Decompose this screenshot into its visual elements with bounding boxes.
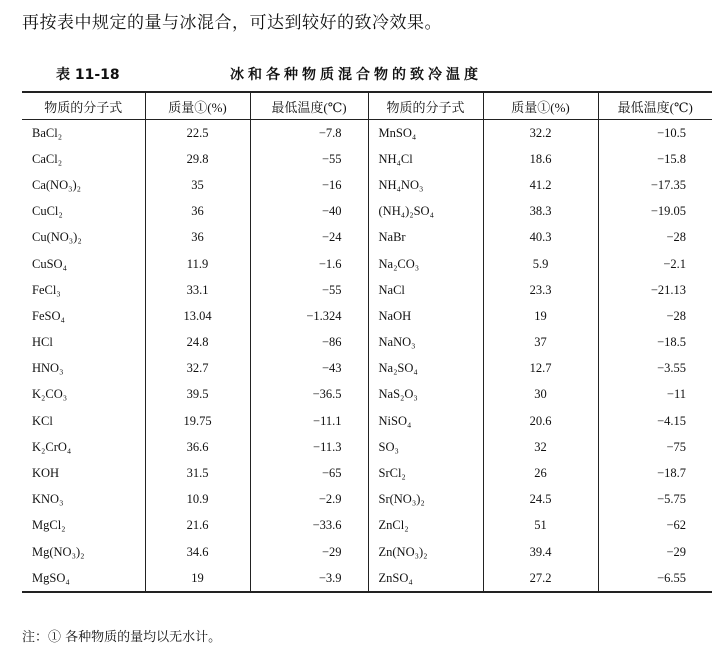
min-temp-cell: −24 xyxy=(250,225,368,251)
table-row xyxy=(22,120,712,147)
table-row xyxy=(22,303,712,329)
min-temp-cell: −10.5 xyxy=(598,120,712,147)
table-row xyxy=(22,487,712,513)
formula-cell: HCl xyxy=(32,335,53,350)
mass-cell: 19 xyxy=(483,303,598,329)
mass-cell: 11.9 xyxy=(145,251,250,277)
table-row xyxy=(22,539,712,565)
table-body xyxy=(22,120,712,593)
formula-cell: Na₂SO₄ xyxy=(368,356,483,382)
min-temp-cell: −40 xyxy=(250,199,368,225)
table-row xyxy=(22,460,712,486)
table-row xyxy=(22,277,712,303)
table-title: 冰和各种物质混合物的致冷温度 xyxy=(230,67,482,83)
min-temp-cell: −11 xyxy=(598,382,712,408)
footnote: 注：① 各种物质的量均以无水计。 xyxy=(22,630,222,645)
header-mass-right: 质量①(%) xyxy=(483,92,598,120)
formula-cell: BaCl₂ xyxy=(32,125,63,140)
mass-cell: 19.75 xyxy=(145,408,250,434)
mass-cell: 36 xyxy=(145,199,250,225)
min-temp-cell: −29 xyxy=(250,539,368,565)
mass-cell: 32.2 xyxy=(483,120,598,147)
min-temp-cell: −17.35 xyxy=(598,172,712,198)
min-temp-cell: −21.13 xyxy=(598,277,712,303)
table-row xyxy=(22,565,712,592)
formula-cell: (NH₄)₂SO₄ xyxy=(368,199,483,225)
formula-cell: NaOH xyxy=(368,303,483,329)
table-row xyxy=(22,356,712,382)
min-temp-cell: −19.05 xyxy=(598,199,712,225)
table-row xyxy=(22,330,712,356)
table-row xyxy=(22,434,712,460)
min-temp-cell: −15.8 xyxy=(598,146,712,172)
table-row xyxy=(22,172,712,198)
mass-cell: 40.3 xyxy=(483,225,598,251)
mass-cell: 29.8 xyxy=(145,146,250,172)
formula-cell: MnSO₄ xyxy=(368,120,483,147)
min-temp-cell: −5.75 xyxy=(598,487,712,513)
mass-cell: 24.5 xyxy=(483,487,598,513)
min-temp-cell: −36.5 xyxy=(250,382,368,408)
formula-cell: CuCl₂ xyxy=(32,204,63,219)
mass-cell: 10.9 xyxy=(145,487,250,513)
mass-cell: 37 xyxy=(483,330,598,356)
header-formula-left: 物质的分子式 xyxy=(22,92,145,120)
cooling-temperature-table xyxy=(22,91,712,593)
formula-cell: MgSO₄ xyxy=(32,570,70,585)
formula-cell: NaCl xyxy=(368,277,483,303)
formula-cell: Na₂CO₃ xyxy=(368,251,483,277)
min-temp-cell: −55 xyxy=(250,146,368,172)
formula-cell: K₂CO₃ xyxy=(32,387,68,402)
mass-cell: 5.9 xyxy=(483,251,598,277)
table-header-row xyxy=(22,92,712,120)
min-temp-cell: −18.7 xyxy=(598,460,712,486)
mass-cell: 38.3 xyxy=(483,199,598,225)
mass-cell: 24.8 xyxy=(145,330,250,356)
mass-cell: 34.6 xyxy=(145,539,250,565)
formula-cell: Mg(NO₃)₂ xyxy=(32,544,85,559)
mass-cell: 21.6 xyxy=(145,513,250,539)
formula-cell: FeSO₄ xyxy=(32,308,65,323)
header-min-temp-left: 最低温度(℃) xyxy=(250,92,368,120)
table-row xyxy=(22,408,712,434)
header-min-temp-right: 最低温度(℃) xyxy=(598,92,712,120)
formula-cell: NaS₂O₃ xyxy=(368,382,483,408)
min-temp-cell: −43 xyxy=(250,356,368,382)
min-temp-cell: −11.1 xyxy=(250,408,368,434)
mass-cell: 23.3 xyxy=(483,277,598,303)
min-temp-cell: −62 xyxy=(598,513,712,539)
min-temp-cell: −65 xyxy=(250,460,368,486)
min-temp-cell: −18.5 xyxy=(598,330,712,356)
mass-cell: 30 xyxy=(483,382,598,408)
min-temp-cell: −6.55 xyxy=(598,565,712,592)
min-temp-cell: −29 xyxy=(598,539,712,565)
min-temp-cell: −55 xyxy=(250,277,368,303)
mass-cell: 39.4 xyxy=(483,539,598,565)
mass-cell: 41.2 xyxy=(483,172,598,198)
header-mass-left: 质量①(%) xyxy=(145,92,250,120)
mass-cell: 18.6 xyxy=(483,146,598,172)
formula-cell: Cu(NO₃)₂ xyxy=(32,230,82,245)
min-temp-cell: −2.9 xyxy=(250,487,368,513)
mass-cell: 35 xyxy=(145,172,250,198)
min-temp-cell: −28 xyxy=(598,225,712,251)
formula-cell: NiSO₄ xyxy=(368,408,483,434)
mass-cell: 39.5 xyxy=(145,382,250,408)
min-temp-cell: −3.55 xyxy=(598,356,712,382)
formula-cell: FeCl₃ xyxy=(32,282,61,297)
table-row xyxy=(22,513,712,539)
formula-cell: Zn(NO₃)₂ xyxy=(368,539,483,565)
formula-cell: SO₃ xyxy=(368,434,483,460)
min-temp-cell: −2.1 xyxy=(598,251,712,277)
formula-cell: MgCl₂ xyxy=(32,518,66,533)
mass-cell: 27.2 xyxy=(483,565,598,592)
mass-cell: 36.6 xyxy=(145,434,250,460)
min-temp-cell: −1.324 xyxy=(250,303,368,329)
formula-cell: KOH xyxy=(32,466,60,481)
mass-cell: 51 xyxy=(483,513,598,539)
table-row xyxy=(22,146,712,172)
min-temp-cell: −33.6 xyxy=(250,513,368,539)
mass-cell: 32.7 xyxy=(145,356,250,382)
mass-cell: 26 xyxy=(483,460,598,486)
formula-cell: Sr(NO₃)₂ xyxy=(368,487,483,513)
formula-cell: KCl xyxy=(32,413,53,428)
mass-cell: 20.6 xyxy=(483,408,598,434)
table-row xyxy=(22,199,712,225)
formula-cell: Ca(NO₃)₂ xyxy=(32,177,81,192)
min-temp-cell: −3.9 xyxy=(250,565,368,592)
table-row xyxy=(22,251,712,277)
min-temp-cell: −28 xyxy=(598,303,712,329)
formula-cell: NaNO₃ xyxy=(368,330,483,356)
mass-cell: 32 xyxy=(483,434,598,460)
mass-cell: 33.1 xyxy=(145,277,250,303)
mass-cell: 31.5 xyxy=(145,460,250,486)
min-temp-cell: −16 xyxy=(250,172,368,198)
min-temp-cell: −11.3 xyxy=(250,434,368,460)
formula-cell: NH₄NO₃ xyxy=(368,172,483,198)
header-formula-right: 物质的分子式 xyxy=(368,92,483,120)
table-row xyxy=(22,382,712,408)
formula-cell: ZnSO₄ xyxy=(368,565,483,592)
formula-cell: NH₄Cl xyxy=(368,146,483,172)
mass-cell: 22.5 xyxy=(145,120,250,147)
min-temp-cell: −7.8 xyxy=(250,120,368,147)
formula-cell: KNO₃ xyxy=(32,492,64,507)
mass-cell: 19 xyxy=(145,565,250,592)
formula-cell: K₂CrO₄ xyxy=(32,439,72,454)
min-temp-cell: −75 xyxy=(598,434,712,460)
table-number: 表 11-18 xyxy=(56,67,120,83)
table-row xyxy=(22,225,712,251)
formula-cell: CuSO₄ xyxy=(32,256,67,271)
mass-cell: 13.04 xyxy=(145,303,250,329)
formula-cell: NaBr xyxy=(368,225,483,251)
min-temp-cell: −86 xyxy=(250,330,368,356)
formula-cell: SrCl₂ xyxy=(368,460,483,486)
formula-cell: ZnCl₂ xyxy=(368,513,483,539)
mass-cell: 12.7 xyxy=(483,356,598,382)
mass-cell: 36 xyxy=(145,225,250,251)
min-temp-cell: −4.15 xyxy=(598,408,712,434)
intro-text: 再按表中规定的量与冰混合，可达到较好的致冷效果。 xyxy=(22,13,442,33)
formula-cell: HNO₃ xyxy=(32,361,64,376)
min-temp-cell: −1.6 xyxy=(250,251,368,277)
formula-cell: CaCl₂ xyxy=(32,151,63,166)
